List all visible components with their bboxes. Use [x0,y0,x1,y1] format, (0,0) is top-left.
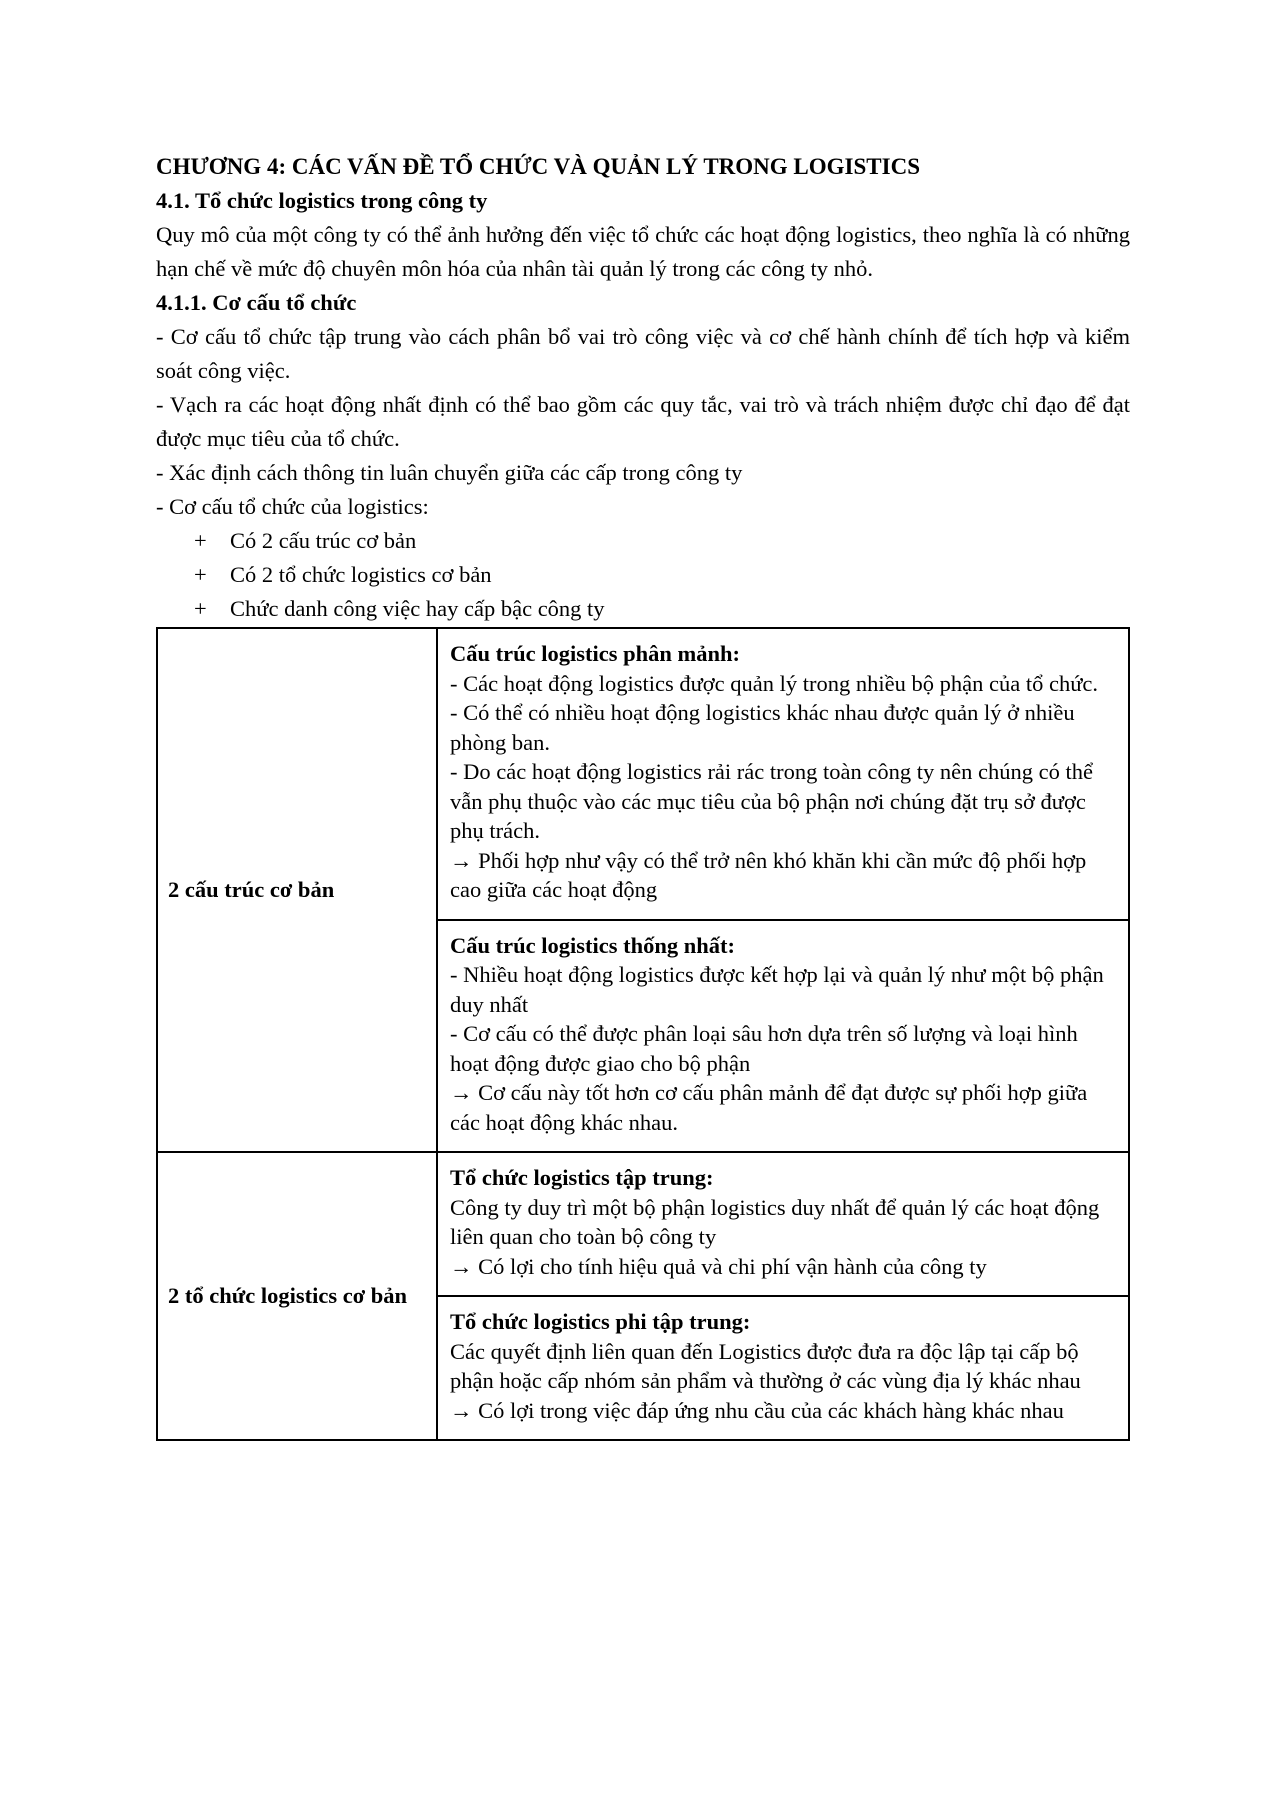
row-label-organizations: 2 tổ chức logistics cơ bản [157,1152,437,1440]
cell-line: - Nhiều hoạt động logistics được kết hợp lại và quản lý như một bộ phận duy nhất [450,962,1104,1017]
table-cell-centralized [437,1152,1129,1296]
paragraph: - Cơ cấu tổ chức tập trung vào cách phân bổ vai trò công việc và cơ chế hành chính để tích hợp và kiểm soát công việc. [156,324,1130,383]
cell-line: → Cơ cấu này tốt hơn cơ cấu phân mảnh để đạt được sự phối hợp giữa các hoạt động khác nhau. [450,1080,1088,1135]
cell-line: Công ty duy trì một bộ phận logistics duy nhất để quản lý các hoạt động liên quan cho toàn bộ công ty [450,1194,1100,1249]
cell-title: Cấu trúc logistics thống nhất: [450,932,736,958]
section-intro: Quy mô của một công ty có thể ảnh hưởng đến việc tổ chức các hoạt động logistics, theo nghĩa là có những hạn chế về mức độ chuyên môn hóa của nhân tài quản lý trong các công ty nhỏ. [156,222,1130,281]
section-heading: 4.1. Tổ chức logistics trong công ty [156,188,488,213]
subsection-heading: 4.1.1. Cơ cấu tổ chức [156,290,357,315]
bullet-item [156,592,1130,626]
cell-title: Tổ chức logistics phi tập trung: [450,1309,751,1334]
cell-line: - Các hoạt động logistics được quản lý trong nhiều bộ phận của tổ chức. [450,670,1099,696]
paragraph: - Cơ cấu tổ chức của logistics: [156,494,429,519]
table-cell-unified [437,920,1129,1153]
table-row [157,1152,1129,1296]
table-row [157,628,1129,920]
bullet-text: Có 2 tổ chức logistics cơ bản [230,562,492,587]
bullet-item [156,524,1130,558]
cell-line: - Do các hoạt động logistics rải rác trong toàn công ty nên chúng có thể vẫn phụ thuộc vào các mục tiêu của bộ phận nơi chúng đặt trụ sở được phụ trách. [450,759,1093,843]
paragraph: - Vạch ra các hoạt động nhất định có thể bao gồm các quy tắc, vai trò và trách nhiệm được chỉ đạo để đạt được mục tiêu của tổ chức. [156,392,1130,451]
bullet-mark: + [194,562,207,587]
table-cell-fragmented [437,628,1129,920]
cell-line: - Có thể có nhiều hoạt động logistics khác nhau được quản lý ở nhiều phòng ban. [450,700,1075,755]
chapter-title: CHƯƠNG 4: CÁC VẤN ĐỀ TỔ CHỨC VÀ QUẢN LÝ TRONG LOGISTICS [156,154,920,179]
bullet-text: Có 2 cấu trúc cơ bản [230,528,417,553]
paragraph: - Xác định cách thông tin luân chuyển giữa các cấp trong công ty [156,460,743,485]
cell-line: → Có lợi cho tính hiệu quả và chi phí vận hành của công ty [450,1253,987,1279]
cell-line: Các quyết định liên quan đến Logistics được đưa ra độc lập tại cấp bộ phận hoặc cấp nhóm sản phẩm và thường ở các vùng địa lý khác nhau [450,1338,1081,1393]
bullet-mark: + [194,528,207,553]
cell-line: - Cơ cấu có thể được phân loại sâu hơn dựa trên số lượng và loại hình hoạt động được giao cho bộ phận [450,1021,1078,1076]
structure-table [156,627,1130,1441]
cell-title: Tổ chức logistics tập trung: [450,1165,714,1190]
table-cell-decentralized [437,1296,1129,1440]
cell-line: → Có lợi trong việc đáp ứng nhu cầu của các khách hàng khác nhau [450,1397,1064,1423]
cell-line: → Phối hợp như vậy có thể trở nên khó khăn khi cần mức độ phối hợp cao giữa các hoạt động [450,847,1087,902]
row-label-structures: 2 cấu trúc cơ bản [157,628,437,1152]
cell-title: Cấu trúc logistics phân mảnh: [450,641,741,666]
bullet-item [156,558,1130,592]
bullet-mark: + [194,596,207,621]
bullet-text: Chức danh công việc hay cấp bậc công ty [230,596,605,621]
document-page [156,150,1130,1441]
